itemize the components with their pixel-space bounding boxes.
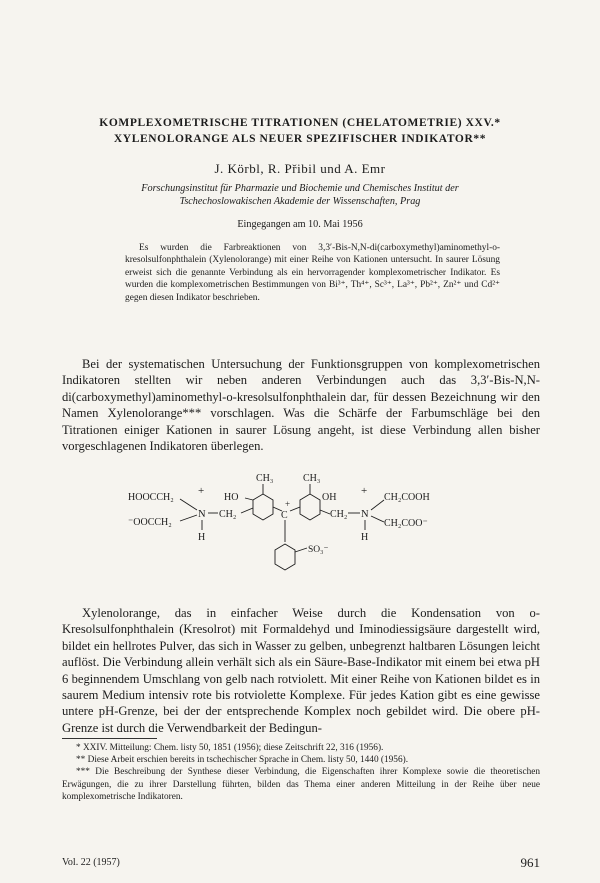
formula-ch2-right: CH₂ bbox=[330, 509, 348, 520]
abstract-text: Es wurden die Farbreaktionen von 3,3′-Bis-N,N-di(carboxymethyl)aminomethyl-o-kresolsulfonphthalein (Xylenolorange) mit einer Reihe von Kationen untersucht. In saurer Lösung erweist sich die genannte Verbindung als ein hervorragender komplexometrischer Indikator. Es wurden die komplexometrischen Bestimmungen von Bi³⁺, Th⁴⁺, Sc³⁺, La³⁺, Pb²⁺, Zn²⁺ und Cd²⁺ gegen diesen Indikator beschrieben. bbox=[125, 243, 500, 303]
footnote-3: *** Die Beschreibung der Synthese dieser Verbindung, die Eigenschaften ihrer Komplexe sowie die theoretischen Erwägungen, die zu ihrer Darstellung führten, bilden das Thema einer anderen Mitteilung in der Reihe über neue komplexometrische Indikatoren. bbox=[62, 767, 540, 802]
abstract bbox=[125, 242, 500, 304]
article-title-line-2: XYLENOLORANGE ALS NEUER SPEZIFISCHER INDIKATOR** bbox=[113, 133, 487, 145]
formula-ho: HO bbox=[224, 492, 239, 503]
formula-n-right: N bbox=[361, 509, 369, 520]
formula-left-top: HOOCCH₂ bbox=[128, 492, 174, 503]
body-paragraph-2-container bbox=[62, 605, 540, 736]
footnotes bbox=[62, 742, 540, 803]
formula-oh: OH bbox=[322, 492, 337, 503]
article-title-line-1: KOMPLEXOMETRISCHE TITRATIONEN (CHELATOMETRIE) XXV.* bbox=[99, 117, 501, 129]
body-paragraph-1-container bbox=[62, 356, 540, 454]
formula-central-c: C bbox=[281, 510, 288, 521]
formula-h-left: H bbox=[198, 532, 206, 543]
page-number: 961 bbox=[520, 855, 540, 870]
authors: J. Körbl, R. Přibil und A. Emr bbox=[214, 161, 386, 176]
footnote-rule bbox=[62, 738, 157, 739]
body-paragraph-2: Xylenolorange, das in einfacher Weise durch die Kondensation von o-Kresolsulfonphthalein (Kresolrot) mit Formaldehyd und Iminodiessigsäure dargestellt wird, bildet ein hellrotes Pulver, das sich in Wasser zu gelben, unbegrenzt haltbaren Lösungen leicht auflöst. Die Verbindung allein verhält sich als ein Säure-Base-Indikator mit einem bei etwa pH 6 beginnendem Umschlang von gelb nach rotviolett. Mit einer Reihe von Kationen bildet es in saurem Medium intensiv rote bis rotviolette Komplexe. Für jedes Kation gibt es eine gewisse untere pH-Grenze, bei der der entsprechende Komplex noch gebildet wird. Die obere pH-Grenze ist durch die Verwendbarkeit der Bedingun- bbox=[62, 606, 540, 735]
volume-info: Vol. 22 (1957) bbox=[62, 857, 120, 868]
formula-ch3-left: CH₃ bbox=[256, 473, 274, 484]
structural-formula bbox=[120, 470, 480, 600]
body-paragraph-1: Bei der systematischen Untersuchung der Funktionsgruppen von komplexometrischen Indikatoren stellten wir neben anderen Verbindungen auch das 3,3′-Bis-N,N-di(carboxymethyl)aminomethyl-o-kresolsulfonphthalein dar, für dessen Bezeichnung wir den Namen Xylenolorange*** vorschlagen. Was die Schärfe der Farbumschläge bei den Titrationen einiger Kationen in saurer Lösung angeht, ist diese Verbindung allen bisher vorgeschlagenen Indikatoren überlegen. bbox=[62, 357, 540, 454]
formula-h-right: H bbox=[361, 532, 369, 543]
formula-plus-center: + bbox=[285, 499, 291, 509]
affiliation-line-1: Forschungsinstitut für Pharmazie und Biochemie und Chemisches Institut der bbox=[141, 183, 459, 194]
affiliation-line-2: Tschechoslowakischen Akademie der Wissenschaften, Prag bbox=[179, 196, 421, 207]
received-date: Eingegangen am 10. Mai 1956 bbox=[237, 219, 363, 230]
formula-plus-right: + bbox=[361, 485, 368, 497]
formula-plus-left: + bbox=[198, 485, 205, 497]
formula-ch2-left: CH₂ bbox=[219, 509, 237, 520]
formula-right-bottom: CH₂COO⁻ bbox=[384, 518, 428, 529]
footnote-1: * XXIV. Mitteilung: Chem. listy 50, 1851 (1956); diese Zeitschrift 22, 316 (1956). bbox=[76, 743, 384, 753]
formula-n-left: N bbox=[198, 509, 206, 520]
formula-sulfonate: SO₃⁻ bbox=[308, 545, 329, 555]
page-footer bbox=[62, 855, 540, 871]
formula-right-top: CH₂COOH bbox=[384, 492, 430, 503]
footnote-2: ** Diese Arbeit erschien bereits in tschechischer Sprache in Chem. listy 50, 1440 (1956). bbox=[76, 755, 409, 766]
formula-left-bottom: ⁻OOCCH₂ bbox=[128, 517, 172, 528]
formula-ch3-right: CH₃ bbox=[303, 473, 321, 484]
